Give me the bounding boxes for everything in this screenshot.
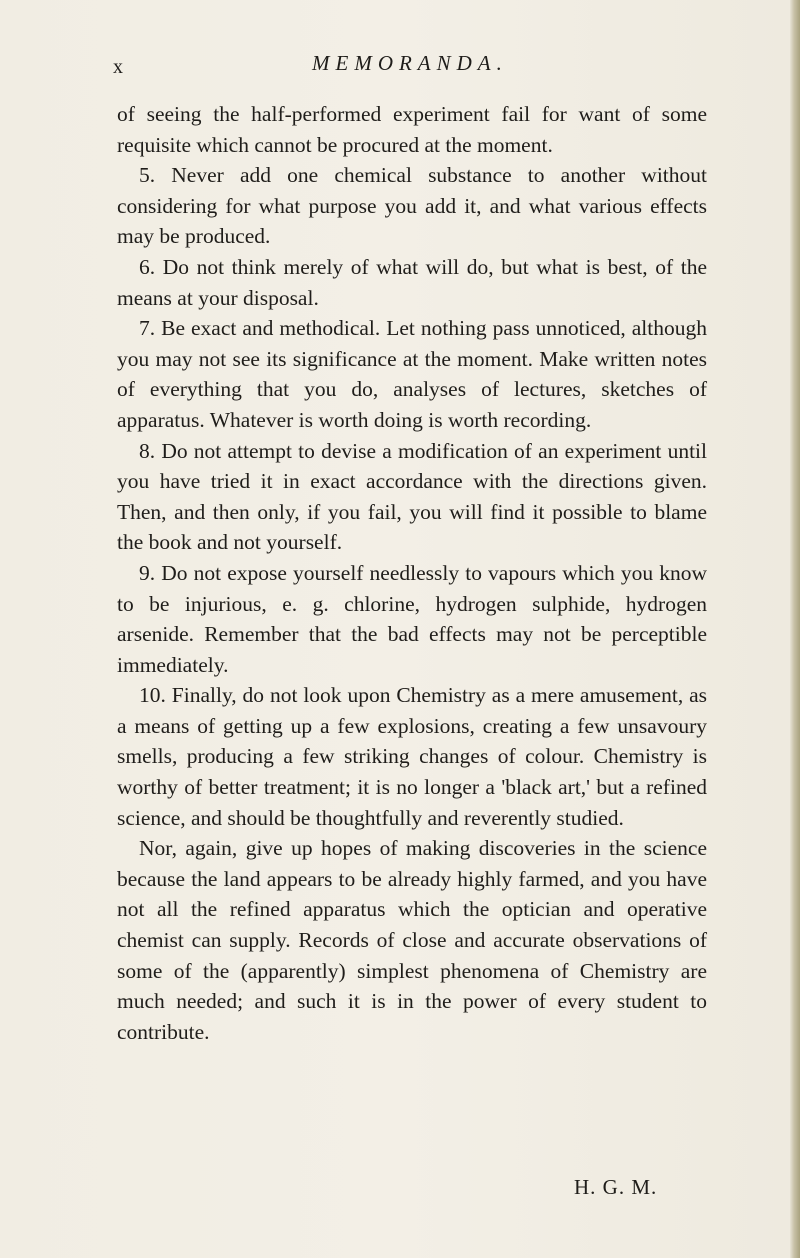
paragraph-item-8: 8. Do not attempt to devise a modification of an experiment until you have tried it in exact accordance with the directions given. Then, and then only, if you fail, you will find it possible to blame the book and not yourself. [117,438,707,555]
page-header [0,51,790,81]
paragraph-item-9: 9. Do not expose yourself needlessly to vapours which you know to be injurious, e. g. chlorine, hydrogen sulphide, hydrogen arsenide. Remember that the bad effects may not be perceptible immediately. [117,560,707,677]
paragraph-item-10: 10. Finally, do not look upon Chemistry as a mere amusement, as a means of getting up a few explosions, creating a few unsavoury smells, producing a few striking changes of colour. Chemistry is worthy of better treatment; it is no longer a 'black art,' but a refined science, and should be thoughtfully and reverently studied. [117,683,707,830]
paragraph-continuation: of seeing the half-performed experiment fail for want of some requisite which cannot be procured at the moment. [117,102,707,157]
page-number: x [113,56,123,78]
paragraph-item-7: 7. Be exact and methodical. Let nothing pass unnoticed, although you may not see its significance at the moment. Make written notes of everything that you do, analyses of lectures, sketches of apparatus. Whatever is worth doing is worth recording. [117,316,707,432]
author-signature: H. G. M. [574,1175,658,1199]
paragraph-item-5: 5. Never add one chemical substance to another without considering for what purpose you add it, and what various effects may be produced. [117,163,707,249]
paragraph-item-6: 6. Do not think merely of what will do, but what is best, of the means at your disposal. [117,254,707,310]
paragraph-closing: Nor, again, give up hopes of making discoveries in the science because the land appears to be already highly farmed, and you have not all the refined apparatus which the optician and operative chemist can supply. Records of close and accurate observations of some of the (apparently) simplest phenomena of Chemistry are much needed; and such it is in the power of every student to contribute. [117,836,707,1044]
body-text [117,99,707,1047]
page-edge [790,0,800,1258]
running-head: MEMORANDA. [312,51,508,75]
